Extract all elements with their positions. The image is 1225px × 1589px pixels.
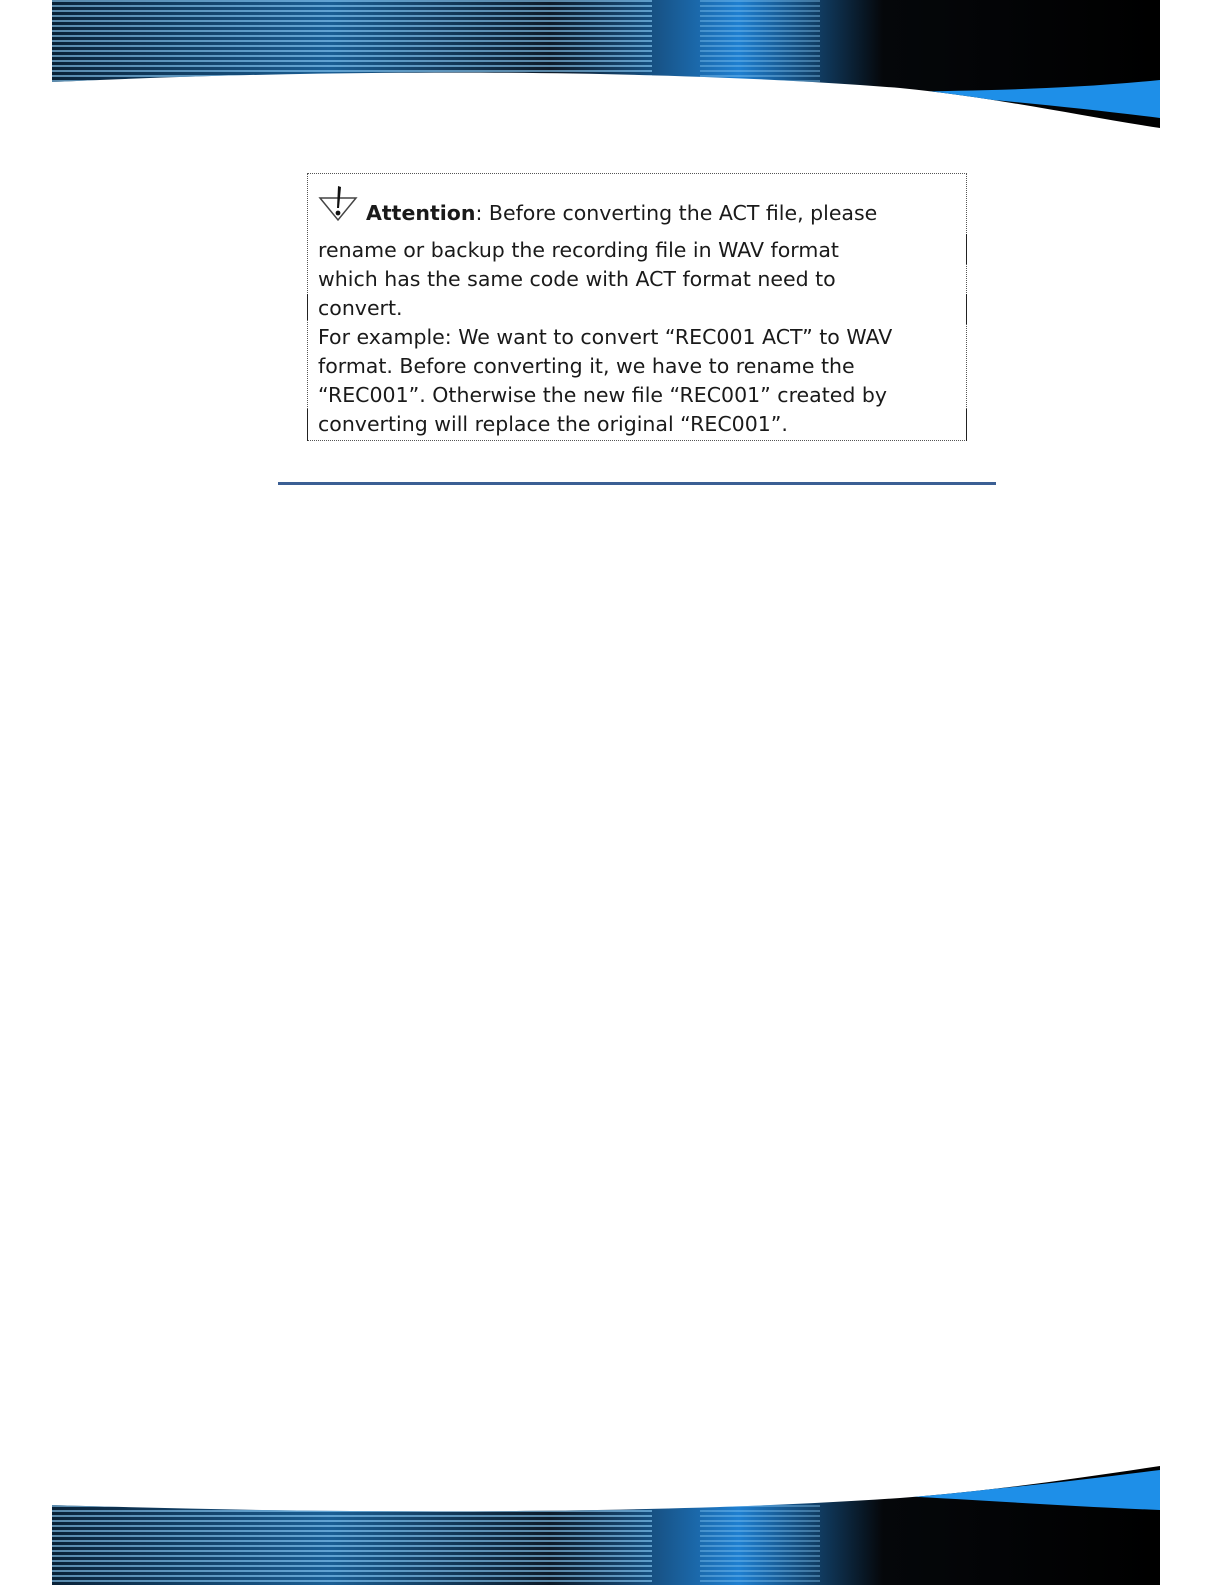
attention-line: which has the same code with ACT format need to: [318, 267, 836, 291]
attention-line: rename or backup the recording file in WAV format: [318, 238, 839, 262]
attention-label: Attention: [366, 201, 476, 225]
attention-colon: :: [475, 201, 483, 225]
attention-body: [318, 236, 968, 439]
attention-line: converting will replace the original “REC001”.: [318, 412, 788, 436]
header-decorative-band: [0, 0, 1225, 135]
attention-line: For example: We want to convert “REC001 ACT” to WAV: [318, 325, 893, 349]
warning-triangle-exclamation-icon: [318, 184, 358, 224]
footer-decorative-band: [0, 1450, 1225, 1585]
attention-first-line: [366, 201, 877, 225]
attention-first-text: Before converting the ACT file, please: [482, 201, 878, 225]
section-separator-line: [278, 482, 996, 485]
attention-line: “REC001”. Otherwise the new file “REC001” created by: [318, 383, 888, 407]
attention-line: format. Before converting it, we have to rename the: [318, 354, 855, 378]
attention-note: [307, 173, 967, 441]
attention-line: convert.: [318, 296, 403, 320]
